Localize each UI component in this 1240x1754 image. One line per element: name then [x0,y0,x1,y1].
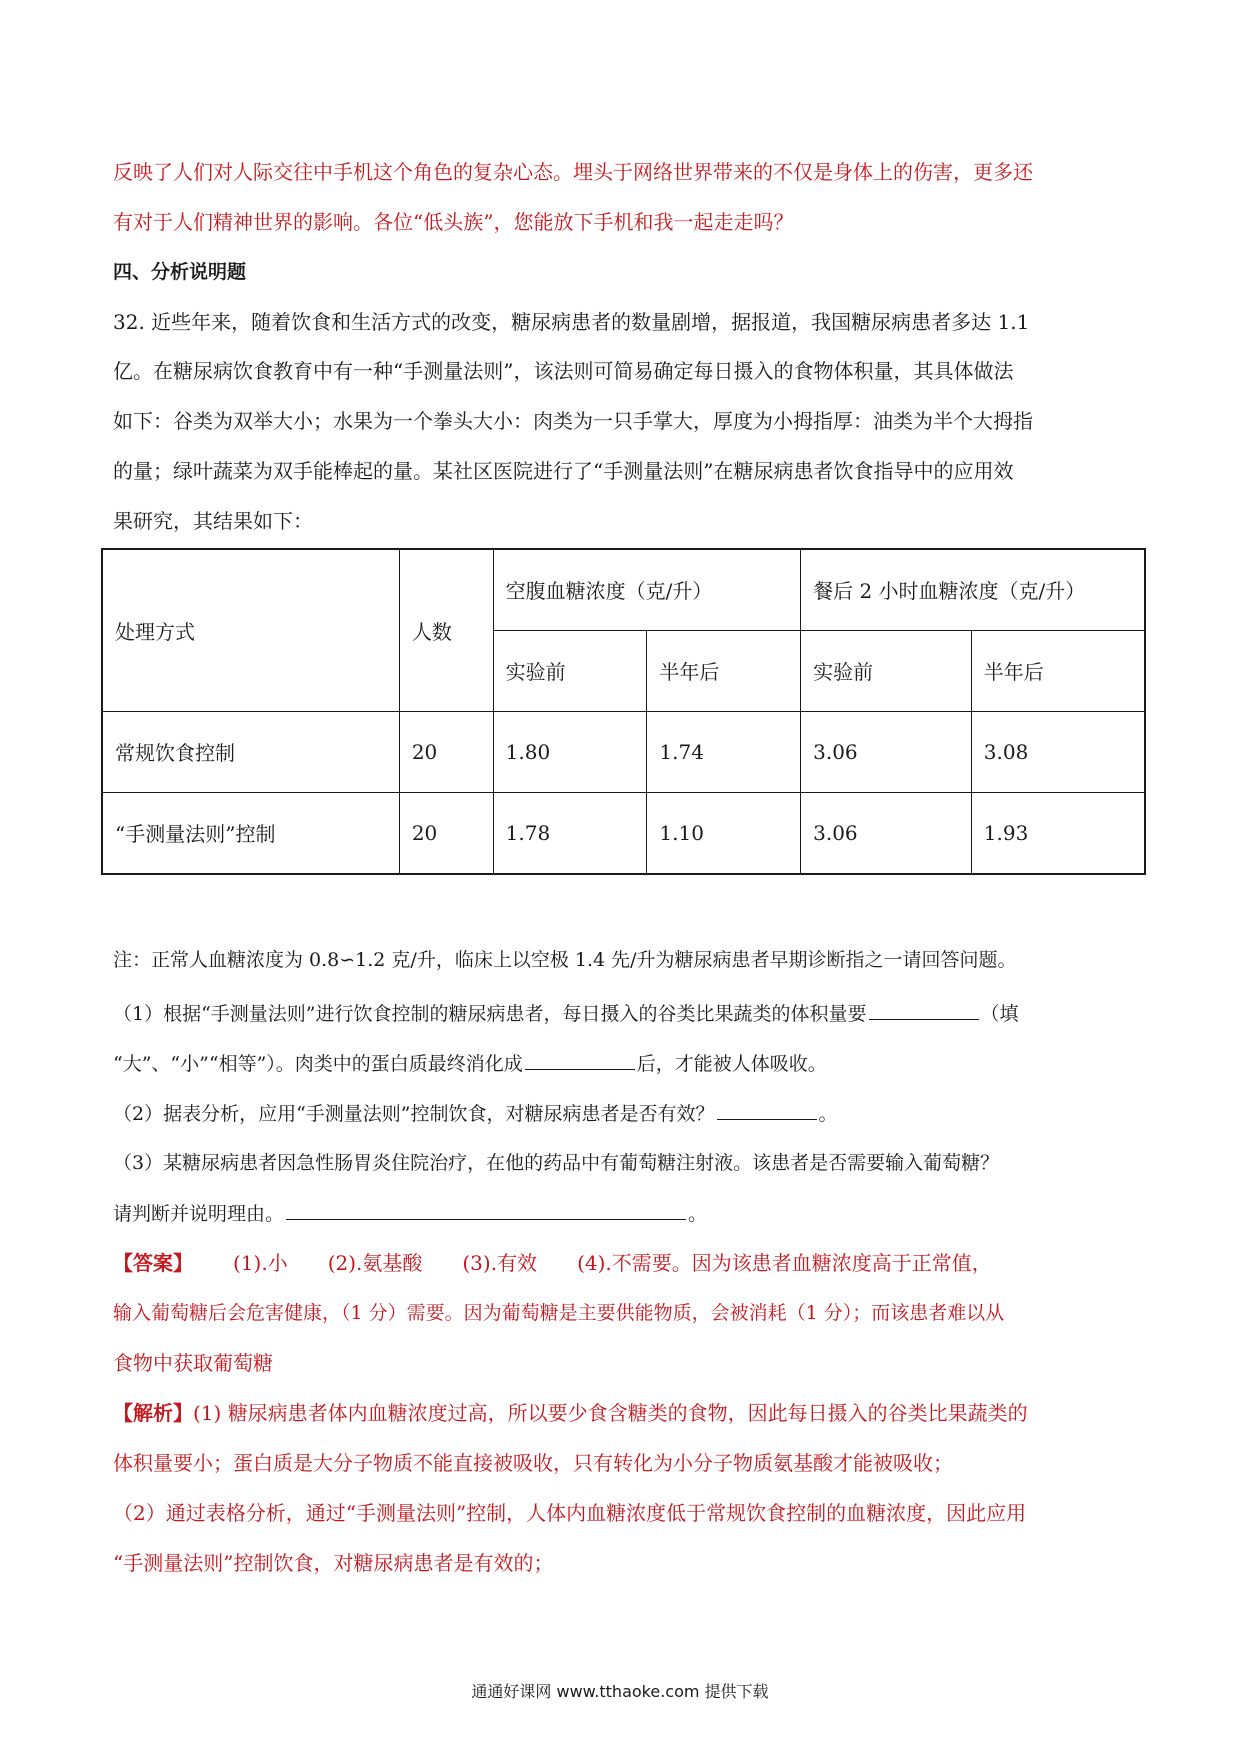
row-method: “手测量法则”控制 [102,792,399,874]
answer-line-1 [113,1249,992,1277]
answer-label: 【答案】 [113,1251,193,1275]
row-postmeal-after: 1.93 [971,792,1145,874]
analysis-line-4: “手测量法则”控制饮食，对糖尿病患者是有效的； [113,1551,554,1575]
subquestion-3-end: 。 [688,1203,708,1225]
page-footer: 通通好课网 www.tthaoke.com 提供下载 [471,1682,769,1701]
section-heading: 四、分析说明题 [113,261,247,283]
answer-blank-4[interactable] [286,1199,686,1220]
subquestion-2-end: 。 [818,1103,838,1125]
subquestion-3-line-1: （3）某糖尿病患者因急性肠胃炎住院治疗，在他的药品中有葡萄糖注射液。该患者是否需要输入葡萄糖？ [113,1152,1000,1174]
header-postmeal-group: 餐后 2 小时血糖浓度（克/升） [801,549,1145,630]
analysis-label: 【解析】 [113,1401,193,1425]
intro-line-1: 反映了人们对人际交往中手机这个角色的复杂心态。埋头于网络世界带来的不仅是身体上的伤害，更多还 [113,160,1033,184]
header-fasting-before: 实验前 [493,630,647,711]
answer-part-4: (4).不需要。因为该患者血糖浓度高于正常值， [577,1251,992,1275]
table-header-row [102,549,1145,630]
subquestion-1-text: （1）根据“手测量法则”进行饮食控制的糖尿病患者，每日摄入的谷类比果蔬类的体积量要 [113,1003,867,1025]
subquestion-1-line-1 [113,999,1019,1028]
analysis-line-2: 体积量要小；蛋白质是大分子物质不能直接被吸收，只有转化为小分子物质氨基酸才能被吸收； [113,1451,953,1475]
analysis-line-1 [113,1399,1028,1427]
subquestion-3-line-2 [113,1199,707,1228]
question-line-3: 如下：谷类为双举大小；水果为一个拳头大小：肉类为一只手掌大，厚度为小拇指厚：油类为半个大拇指 [113,409,1033,433]
header-count: 人数 [399,549,493,711]
row-postmeal-before: 3.06 [801,711,972,792]
row-fasting-before: 1.78 [493,792,647,874]
subquestion-1-text-tail: （填 [980,1003,1019,1025]
subquestion-1-options: “大”、“小”“相等”）。肉类中的蛋白质最终消化成 [113,1053,523,1075]
answer-part-2: (2).氨基酸 [327,1251,423,1275]
row-method: 常规饮食控制 [102,711,399,792]
answer-part-1: (1).小 [233,1251,288,1275]
row-fasting-before: 1.80 [493,711,647,792]
answer-line-3: 食物中获取葡萄糖 [113,1351,273,1375]
answer-line-2: 输入葡萄糖后会危害健康，（1 分）需要。因为葡萄糖是主要供能物质，会被消耗（1 分）；而该患者难以从 [113,1302,1005,1324]
question-line-4: 的量；绿叶蔬菜为双手能棒起的量。某社区医院进行了“手测量法则”在糖尿病患者饮食指导中的应用效 [113,459,1014,483]
answer-blank-3[interactable] [717,1099,817,1120]
header-postmeal-before: 实验前 [801,630,972,711]
question-line-1: 32. 近些年来，随着饮食和生活方式的改变，糖尿病患者的数量剧增，据报道，我国糖尿病患者多达 1.1 [113,310,1030,334]
table-row [102,792,1145,874]
subquestion-1-end: 后，才能被人体吸收。 [636,1053,827,1075]
table-note: 注：正常人血糖浓度为 0.8∽1.2 克/升，临床上以空极 1.4 先/升为糖尿病患者早期诊断指之一请回答问题。 [113,949,1017,971]
row-count: 20 [399,792,493,874]
subquestion-1-line-2 [113,1049,827,1078]
answer-part-3: (3).有效 [462,1251,538,1275]
row-count: 20 [399,711,493,792]
answer-blank-2[interactable] [525,1049,635,1070]
row-fasting-after: 1.74 [647,711,801,792]
analysis-line-3: （2）通过表格分析，通过“手测量法则”控制，人体内血糖浓度低于常规饮食控制的血糖浓度，因此应用 [113,1501,1027,1525]
subquestion-2 [113,1099,838,1128]
header-fasting-after: 半年后 [647,630,801,711]
row-postmeal-after: 3.08 [971,711,1145,792]
intro-line-2: 有对于人们精神世界的影响。各位“低头族”，您能放下手机和我一起走走吗？ [113,210,794,234]
subquestion-2-text: （2）据表分析，应用“手测量法则”控制饮食，对糖尿病患者是否有效？ [113,1103,715,1125]
header-method: 处理方式 [102,549,399,711]
header-postmeal-after: 半年后 [971,630,1145,711]
analysis-text-1: (1) 糖尿病患者体内血糖浓度过高，所以要少食含糖类的食物，因此每日摄入的谷类比果蔬类的 [193,1401,1028,1425]
row-fasting-after: 1.10 [647,792,801,874]
row-postmeal-before: 3.06 [801,792,972,874]
table-row [102,711,1145,792]
results-table [101,548,1146,875]
question-line-2: 亿。在糖尿病饮食教育中有一种“手测量法则”，该法则可简易确定每日摄入的食物体积量，其具体做法 [113,359,1014,383]
question-line-5: 果研究，其结果如下： [113,509,313,533]
header-fasting-group: 空腹血糖浓度（克/升） [493,549,800,630]
answer-blank-1[interactable] [869,999,979,1020]
subquestion-3-text: 请判断并说明理由。 [113,1203,285,1225]
